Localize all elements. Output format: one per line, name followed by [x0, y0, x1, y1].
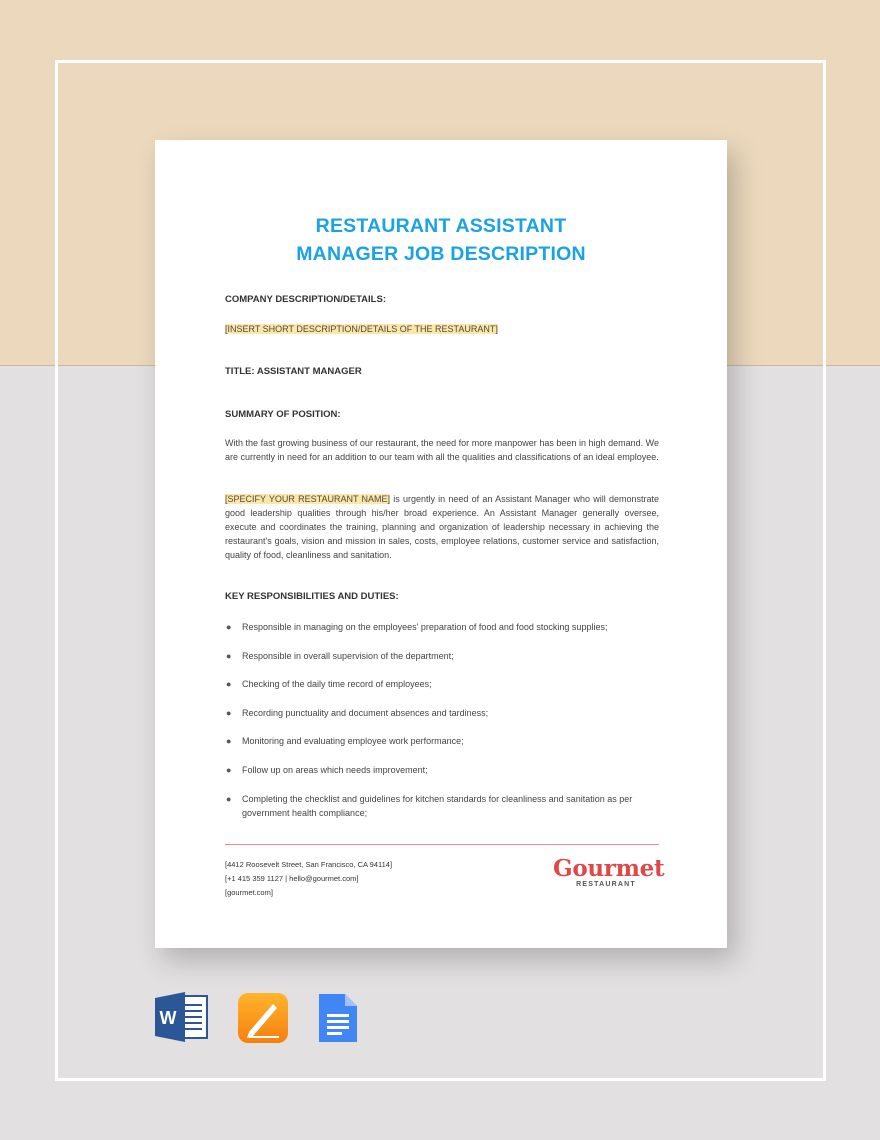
logo-name: Gourmet [553, 855, 665, 882]
bullet-icon: ● [226, 736, 232, 747]
list-item: ● Recording punctuality and document absences and tardiness; [226, 707, 489, 718]
summary-paragraph-1: With the fast growing business of our restaurant, the need for more manpower has been in high demand. We are currently in need for an addition to our team with all the qualities and classifications of an ideal employee. [225, 438, 659, 462]
bullet-icon: ● [226, 650, 232, 661]
apple-pages-icon[interactable] [237, 992, 289, 1044]
list-item: ● Checking of the daily time record of employees; [226, 679, 432, 690]
footer-divider [225, 844, 659, 845]
bullet-icon: ● [226, 793, 232, 804]
company-placeholder-text: [INSERT SHORT DESCRIPTION/DETAILS OF THE RESTAURANT] [225, 324, 498, 334]
summary-paragraph-2-text: is urgently in need of an Assistant Manager who will demonstrate good leadership qualities through his/her broad experience. An Assistant Manager generally oversee, execute and coordinates the training, planning and organization of leadership necessary in achieving the restaurant's goals, vision and mission in sales, costs, employee relations, customer service and satisfaction, quality of food, cleanliness and sanitation. [225, 494, 660, 560]
bullet-icon: ● [226, 679, 232, 690]
bullet-icon: ● [226, 764, 232, 775]
list-item: ● Responsible in overall supervision of the department; [226, 650, 454, 661]
list-item: ● Follow up on areas which needs improvement; [226, 764, 428, 775]
company-heading: COMPANY DESCRIPTION/DETAILS: [225, 294, 386, 305]
ms-word-icon[interactable] [155, 992, 209, 1042]
gourmet-logo [553, 855, 665, 888]
list-item: ● Monitoring and evaluating employee work performance; [226, 736, 464, 747]
footer-phone-email: [+1 415 359 1127 | hello@gourmet.com] [225, 874, 359, 883]
google-docs-icon[interactable] [317, 992, 359, 1044]
summary-paragraph-2 [225, 492, 659, 562]
duties-list [225, 620, 659, 834]
restaurant-name-placeholder: [SPECIFY YOUR RESTAURANT NAME] [225, 494, 391, 504]
bullet-icon: ● [226, 622, 232, 632]
title-line-1: RESTAURANT ASSISTANT [315, 215, 567, 237]
word-letter: W [159, 1008, 177, 1028]
list-item: ● Responsible in managing on the employees' preparation of food and food stocking supplies; [226, 622, 608, 632]
app-format-icons [155, 992, 375, 1046]
title-heading: TITLE: ASSISTANT MANAGER [225, 366, 362, 377]
bullet-icon: ● [226, 707, 232, 718]
document-page [155, 140, 727, 948]
footer-address: [4412 Roosevelt Street, San Francisco, CA 94114] [225, 860, 393, 869]
logo-subtitle: RESTAURANT [576, 881, 636, 888]
company-placeholder [225, 324, 498, 334]
title-line-2: MANAGER JOB DESCRIPTION [296, 243, 586, 265]
summary-heading: SUMMARY OF POSITION: [225, 409, 341, 420]
footer-contact [225, 858, 392, 900]
list-item: ● Completing the checklist and guidelines for kitchen standards for cleanliness and sanitation as per government health compliance; [226, 793, 633, 818]
duties-heading: KEY RESPONSIBILITIES AND DUTIES: [225, 591, 399, 602]
document-title [155, 212, 727, 268]
footer-website: [gourmet.com] [225, 888, 273, 897]
